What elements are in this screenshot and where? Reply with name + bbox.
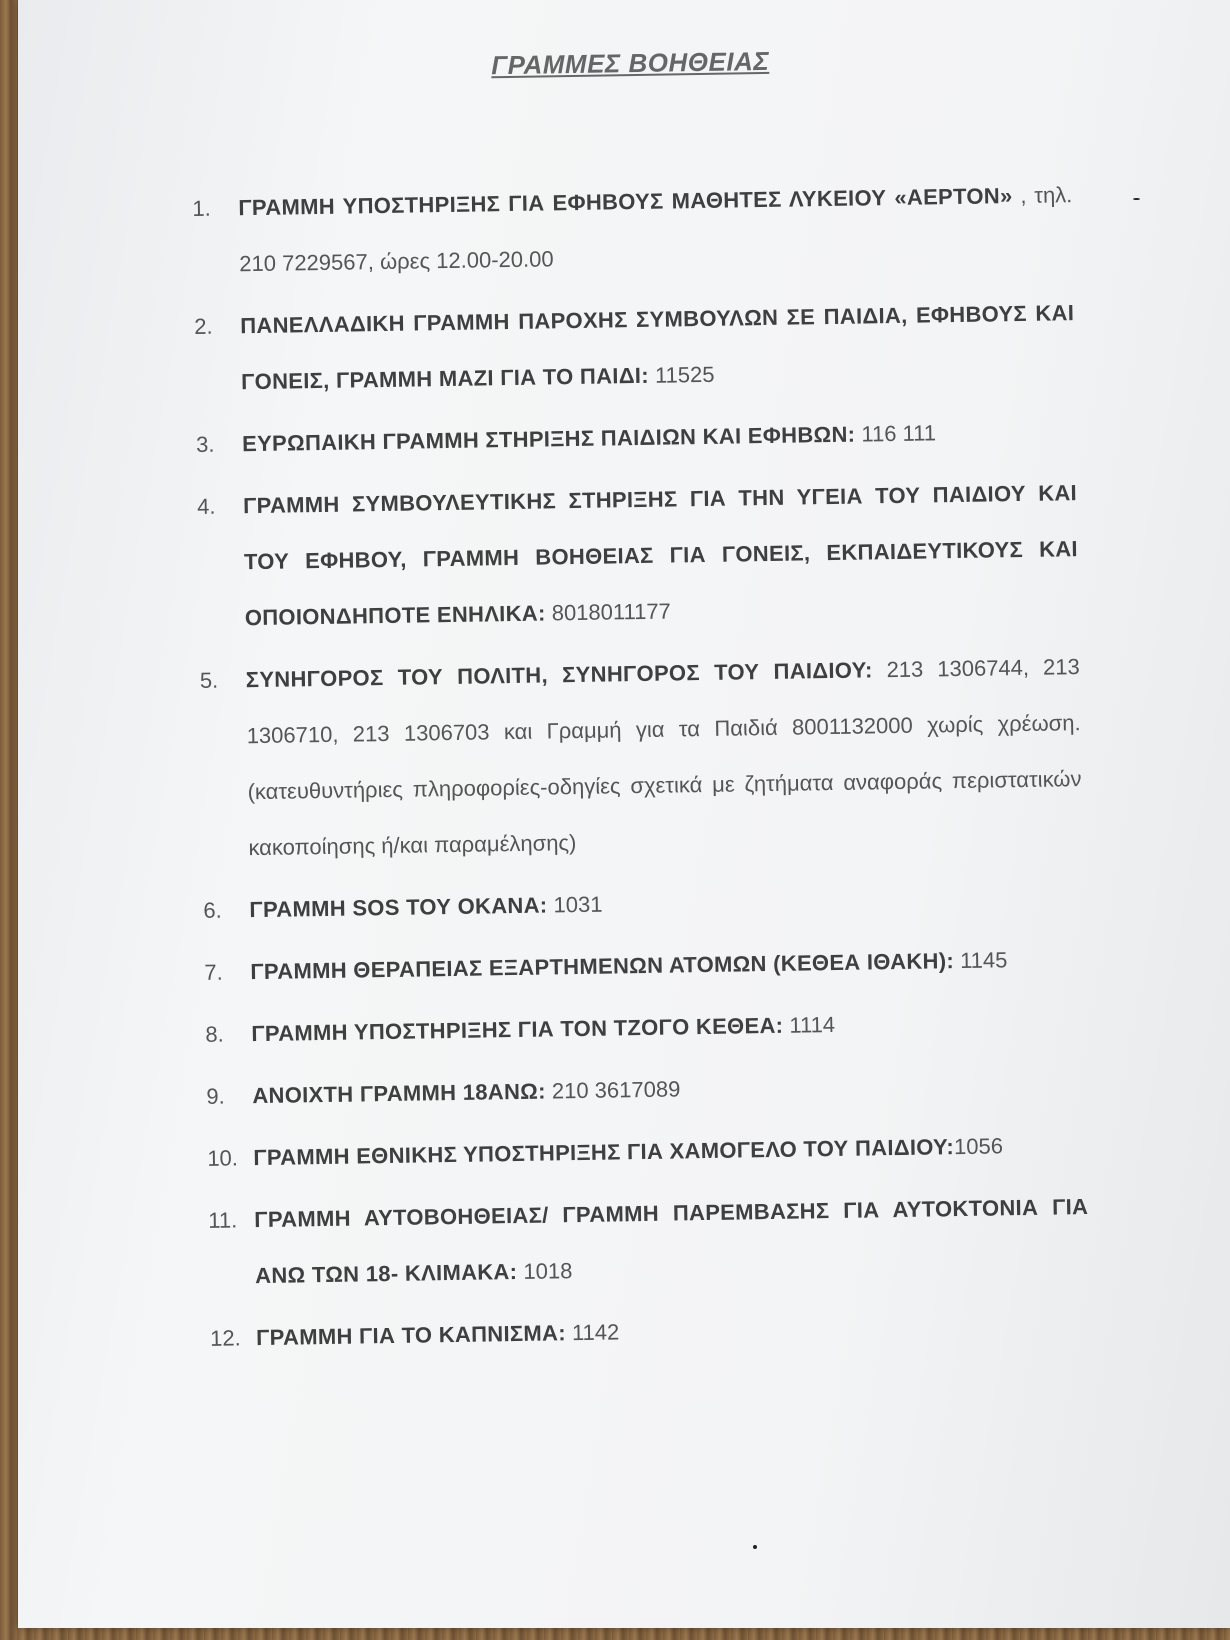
helpline-number: 116 111 <box>855 420 937 447</box>
ink-speck <box>753 1545 757 1549</box>
item-number: 10. <box>207 1145 239 1171</box>
list-item <box>205 993 1086 1063</box>
item-number: 11. <box>208 1207 238 1233</box>
list-item <box>197 465 1080 647</box>
helpline-number: , τηλ. 210 7229567, ώρες 12.00-20.00 <box>239 182 1073 277</box>
item-number: 7. <box>204 959 223 985</box>
document <box>190 41 1091 1373</box>
item-number: 4. <box>196 493 216 519</box>
helpline-number: 1018 <box>517 1258 573 1285</box>
helpline-number: 1114 <box>783 1011 836 1038</box>
helpline-number: 1031 <box>547 891 603 918</box>
item-number: 3. <box>195 431 215 457</box>
item-text <box>253 1117 1088 1186</box>
item-text <box>251 993 1086 1062</box>
list-item <box>194 285 1076 411</box>
helpline-name: ΓΡΑΜΜΗ ΓΙΑ ΤΟ ΚΑΠΝΙΣΜΑ: <box>255 1320 567 1351</box>
helpline-name: ΓΡΑΜΜΗ ΣΥΜΒΟΥΛΕΥΤΙΚΗΣ ΣΤΗΡΙΞΗΣ ΓΙΑ ΤΗΝ ΥΓΕΙΑ ΤΟΥ ΠΑΙΔΙΟΥ ΚΑΙ ΤΟΥ ΕΦΗΒΟΥ, ΓΡΑΜΜΗ ΒΟΗΘΕΙΑΣ ΓΙΑ ΓΟΝΕΙΣ, ΕΚΠΑΙΔΕΥΤΙΚΟΥΣ ΚΑΙ ΟΠΟΙΟΝΔΗΠΟΤΕ ΕΝΗΛΙΚΑ: <box>242 480 1079 631</box>
item-text <box>243 465 1080 646</box>
list-item <box>207 1117 1088 1187</box>
helpline-number: 1145 <box>953 947 1008 974</box>
item-number: 8. <box>205 1021 224 1047</box>
item-number: 2. <box>194 313 213 339</box>
helpline-list <box>192 167 1091 1367</box>
helpline-name: ΓΡΑΜΜΗ ΥΠΟΣΤΗΡΙΞΗΣ ΓΙΑ ΤΟΝ ΤΖΟΓΟ ΚΕΘΕΑ: <box>251 1012 784 1047</box>
ink-speck <box>1133 198 1140 200</box>
helpline-number: 1142 <box>565 1319 620 1346</box>
list-item <box>199 639 1082 877</box>
helpline-name: ΓΡΑΜΜΗ ΥΠΟΣΤΗΡΙΞΗΣ ΓΙΑ ΕΦΗΒΟΥΣ ΜΑΘΗΤΕΣ ΛΥΚΕΙΟΥ «ΑΕΡΤΟΝ» <box>238 183 1013 221</box>
helpline-number: 213 1306744, 213 1306710, 213 1306703 και Γραμμή για τα Παιδιά 8001132000 χωρίς χρέωση. (κατευθυντήριες πληροφορίες-οδηγίες σχετικά με ζητήματα αναφοράς περιστατικών κακοποίησης ή/και παραμέλησης) <box>246 654 1082 861</box>
item-number: 12. <box>209 1325 241 1351</box>
list-item <box>203 869 1084 939</box>
helpline-name: ΓΡΑΜΜΗ SOS ΤΟΥ ΟΚΑΝΑ: <box>249 892 548 923</box>
list-item <box>206 1055 1087 1125</box>
helpline-number: 210 3617089 <box>545 1076 681 1104</box>
helpline-number: 1056 <box>953 1133 1004 1160</box>
helpline-name: ΓΡΑΜΜΗ ΑΥΤΟΒΟΗΘΕΙΑΣ/ ΓΡΑΜΜΗ ΠΑΡΕΜΒΑΣΗΣ ΓΙΑ ΑΥΤΟΚΤΟΝΙΑ ΓΙΑ ΑΝΩ ΤΩΝ 18- ΚΛΙΜΑΚΑ: <box>254 1194 1089 1289</box>
page-title: ΓΡΑΜΜΕΣ ΒΟΗΘΕΙΑΣ <box>490 45 770 81</box>
item-text <box>249 869 1084 938</box>
helpline-name: ΠΑΝΕΛΛΑΔΙΚΗ ΓΡΑΜΜΗ ΠΑΡΟΧΗΣ ΣΥΜΒΟΥΛΩΝ ΣΕ ΠΑΙΔΙΑ, ΕΦΗΒΟΥΣ ΚΑΙ ΓΟΝΕΙΣ, ΓΡΑΜΜΗ ΜΑΖΙ ΓΙΑ ΤΟ ΠΑΙΔΙ: <box>240 300 1075 395</box>
item-text <box>238 167 1074 292</box>
item-text <box>252 1055 1087 1124</box>
helpline-number: 8018011177 <box>545 598 671 626</box>
helpline-name: ΣΥΝΗΓΟΡΟΣ ΤΟΥ ΠΟΛΙΤΗ, ΣΥΝΗΓΟΡΟΣ ΤΟΥ ΠΑΙΔΙΟΥ: <box>245 657 873 693</box>
item-text <box>250 931 1085 1000</box>
list-item <box>210 1297 1091 1367</box>
list-item <box>192 167 1074 293</box>
helpline-name: ΓΡΑΜΜΗ ΕΘΝΙΚΗΣ ΥΠΟΣΤΗΡΙΞΗΣ ΓΙΑ ΧΑΜΟΓΕΛΟ ΤΟΥ ΠΑΙΔΙΟΥ: <box>253 1134 955 1171</box>
list-item <box>208 1179 1090 1305</box>
item-text <box>242 403 1077 472</box>
item-number: 5. <box>199 667 219 693</box>
item-text <box>245 639 1082 876</box>
helpline-name: ΓΡΑΜΜΗ ΘΕΡΑΠΕΙΑΣ ΕΞΑΡΤΗΜΕΝΩΝ ΑΤΟΜΩΝ (ΚΕΘΕΑ ΙΘΑΚΗ): <box>250 948 955 985</box>
list-item <box>196 403 1077 473</box>
list-item <box>204 931 1085 1001</box>
item-number: 1. <box>192 195 211 221</box>
item-number: 9. <box>206 1083 225 1109</box>
helpline-name: ΑΝΟΙΧΤΗ ΓΡΑΜΜΗ 18ΑΝΩ: <box>252 1078 546 1109</box>
helpline-number: 11525 <box>648 361 715 388</box>
item-number: 6. <box>203 897 222 923</box>
item-text <box>240 285 1076 410</box>
item-text <box>256 1297 1091 1366</box>
helpline-name: ΕΥΡΩΠΑΙΚΗ ΓΡΑΜΜΗ ΣΤΗΡΙΞΗΣ ΠΑΙΔΙΩΝ ΚΑΙ ΕΦΗΒΩΝ: <box>241 421 856 457</box>
item-text <box>254 1179 1090 1304</box>
